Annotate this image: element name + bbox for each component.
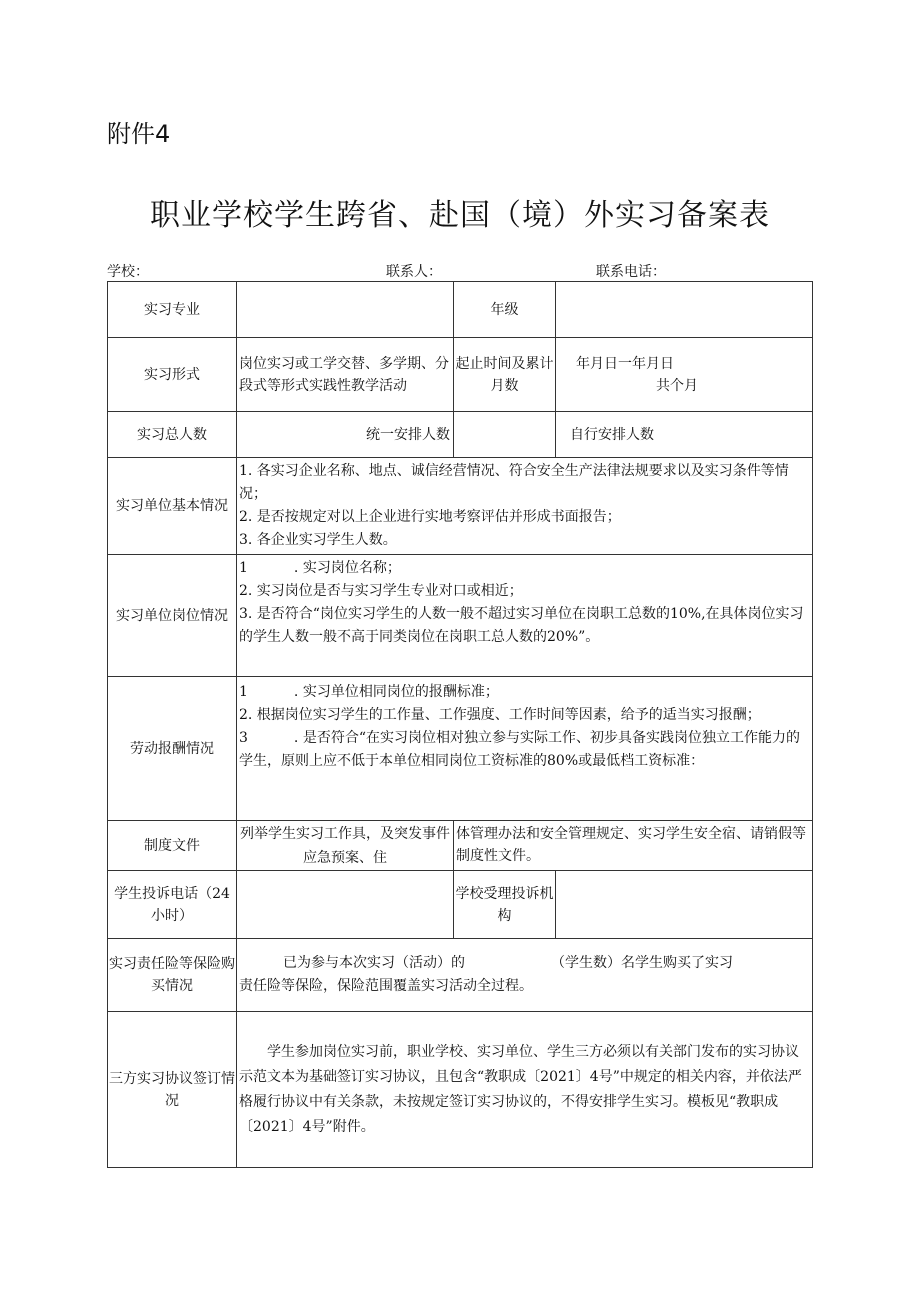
- basic-line-2: 2. 是否按规定对以上企业进行实地考察评估并形成书面报告；: [239, 509, 621, 525]
- self-label: 自行安排人数: [556, 412, 813, 458]
- contact-label: 联系人：: [386, 264, 442, 280]
- form-label: 实习形式: [108, 338, 237, 412]
- insurance-text-3: 责任险等保险，保险范围覆盖实习活动全过程。: [239, 978, 533, 994]
- page-title: 职业学校学生跨省、赴国（境）外实习备案表: [150, 198, 770, 233]
- insurance-text-1: 已为参与本次实习（活动）的: [283, 955, 465, 971]
- insurance-value: [237, 939, 813, 1012]
- period-label: 起止时间及累计月数: [454, 338, 556, 412]
- pay-label: 劳动报酬情况: [108, 677, 237, 821]
- complaint-label: 学生投诉电话（24小时）: [108, 871, 237, 939]
- row-insurance: [108, 939, 813, 1012]
- complaint-phone-value[interactable]: [237, 871, 454, 939]
- row-basic: [108, 458, 813, 555]
- row-agreement: [108, 1012, 813, 1168]
- post-line-1-text: . 实习岗位名称；: [293, 560, 401, 576]
- insurance-text-2: （学生数）名学生购买了实习: [551, 955, 733, 971]
- post-line-1: [239, 557, 810, 580]
- pay-line-3-num: 3: [239, 730, 248, 746]
- annex-label: 附件4: [107, 120, 171, 148]
- unified-value[interactable]: [454, 412, 556, 458]
- complaint-org-value[interactable]: [556, 871, 813, 939]
- major-label: 实习专业: [108, 282, 237, 338]
- period-months: 共个月: [656, 377, 698, 394]
- basic-value: [237, 458, 813, 555]
- unified-label: 统一安排人数: [237, 412, 454, 458]
- row-post: [108, 555, 813, 677]
- docs-label: 制度文件: [108, 821, 237, 871]
- pay-value: [237, 677, 813, 821]
- row-pay: [108, 677, 813, 821]
- pay-line-3-text: . 是否符合“在实习岗位相对独立参与实际工作、初步具备实践岗位独立工作能力的学生，原则上应不低于本单位相同岗位工资标准的80%或最低档工资标准：: [239, 730, 800, 769]
- docs-left-text: 列举学生实习工作具，及突发事件应急预案、住: [240, 825, 450, 866]
- filing-form-table: [107, 281, 813, 1168]
- docs-left-cell: [237, 821, 454, 871]
- grade-label: 年级: [454, 282, 556, 338]
- form-value: 岗位实习或工学交替、多学期、分段式等形式实践性教学活动: [237, 338, 454, 412]
- post-line-1-num: 1: [239, 560, 248, 576]
- row-docs: [108, 821, 813, 871]
- pay-line-3: [239, 727, 810, 773]
- school-label: 学校：: [107, 264, 149, 280]
- pay-line-1-text: . 实习单位相同岗位的报酬标准；: [293, 684, 499, 700]
- basic-line-3: 3. 各企业实习学生人数。: [239, 532, 397, 548]
- row-major: [108, 282, 813, 338]
- post-value: [237, 555, 813, 677]
- basic-line-1: 1. 各实习企业名称、地点、诚信经营情况、符合安全生产法律法规要求以及实习条件等情况；: [239, 463, 789, 502]
- phone-label: 联系电话：: [596, 264, 666, 280]
- row-count: [108, 412, 813, 458]
- count-label: 实习总人数: [108, 412, 237, 458]
- period-date-range: 年月日一年月日: [576, 355, 674, 372]
- grade-value[interactable]: [556, 282, 813, 338]
- pay-line-2: 2. 根据岗位实习学生的工作量、工作强度、工作时间等因素，给予的适当实习报酬；: [239, 707, 761, 723]
- row-form: [108, 338, 813, 412]
- pay-line-1-num: 1: [239, 684, 248, 700]
- post-label: 实习单位岗位情况: [108, 555, 237, 677]
- basic-label: 实习单位基本情况: [108, 458, 237, 555]
- period-value[interactable]: [556, 338, 813, 412]
- agreement-value: 学生参加岗位实习前，职业学校、实习单位、学生三方必须以有关部门发布的实习协议示范文本为基础签订实习协议，且包含“教职成〔2021〕4号”中规定的相关内容，并依法严格履行协议中有关条款，未按规定签订实习协议的，不得安排学生实习。模板见“教职成〔2021〕4号”附件。: [237, 1012, 813, 1168]
- post-line-2: 2. 实习岗位是否与实习学生专业对口或相近；: [239, 583, 523, 599]
- docs-right-text: 体管理办法和安全管理规定、实习学生安全宿、请销假等制度性文件。: [454, 821, 813, 871]
- row-complaint: [108, 871, 813, 939]
- major-value[interactable]: [237, 282, 454, 338]
- complaint-org-label: 学校受理投诉机构: [454, 871, 556, 939]
- pay-line-1: [239, 681, 810, 704]
- insurance-label: 实习责任险等保险购买情况: [108, 939, 237, 1012]
- agreement-label: 三方实习协议签订情况: [108, 1012, 237, 1168]
- post-line-3: 3. 是否符合“岗位实习学生的人数一般不超过实习单位在岗职工总数的10%,在具体岗位实习的学生人数一般不高于同类岗位在岗职工总人数的20%”。: [239, 606, 804, 645]
